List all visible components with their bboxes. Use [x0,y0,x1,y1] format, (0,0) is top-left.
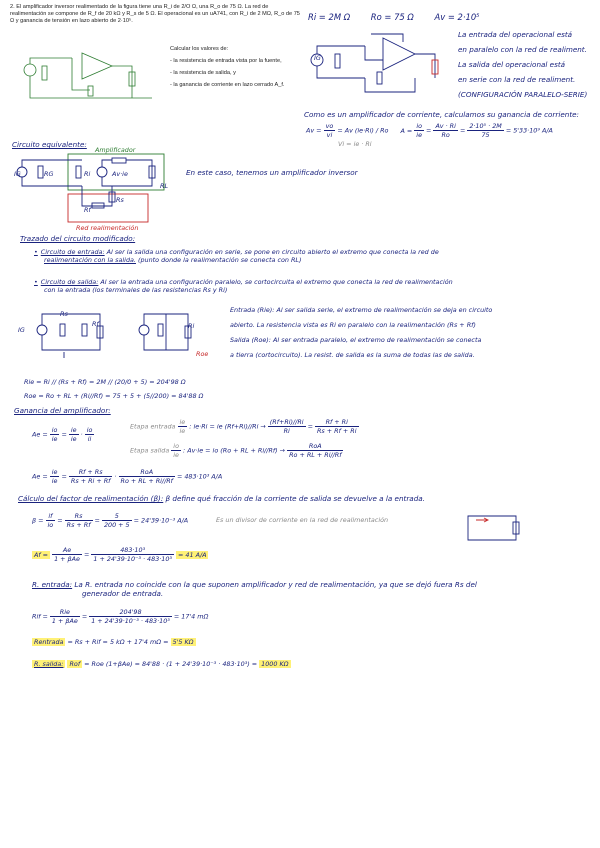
rif-d: 1 + βAe [51,617,78,625]
rof-label: Rof [69,660,81,668]
ae-f2n: ie [70,426,77,434]
eq-rf: Rf [84,206,91,214]
equiv-circuit-diagram [12,152,172,228]
etapa-salida-eq [130,442,343,459]
ae-f2d: ie [70,435,77,443]
ee2-d: Rs + Rf + Ri [316,427,357,435]
av-num: vo [325,122,334,130]
ae2-eq: Ae = $\frac{ie}{ie}$ = $\frac{Rf + Rs}{Rs + Ri + Rf}$ · $\frac{\text{RoA}}{Ro + RL + Ri//Rf}$ = 483·10³ A/A [32,468,223,485]
inverter-note: En este caso, tenemos un amplificador inversor [186,168,358,177]
a-f1-num: io [414,122,424,131]
feedback-heading: Cálculo del factor de realimentación (β): [18,494,164,503]
question-1: - la resistencia de entrada vista por la fuente, [170,58,282,64]
question-3: - la ganancia de corriente en lazo cerrado A_f. [170,82,285,88]
problem-questions [170,46,298,89]
b1-title: • Circuito de entrada: [34,248,105,256]
problem-text: 2. El amplificador inversor realimentado de la figura tiene una R_i de 2/O Ω, una R_o de 75 Ω. La red de realimentación se compone de R_f de 20 kΩ y R_s de 5 Ω. El operacional es un uA741, con R_i de 2 MΩ, R_o de 75 Ω y ganancia de tensión en lazo abierto de 2·10⁵. [10,4,300,24]
ic-rs: Rs [60,310,68,318]
ae2-mid-n: Rf + Rs [69,468,113,477]
input-r-text [32,580,592,598]
note-4: en serie con la red de realiment. [458,75,576,84]
ae-f1d: ie [51,435,58,443]
eq-rs: Rs [116,196,124,204]
output-circuit-diagram [132,308,202,360]
equiv-circuit-heading: Circuito equivalente: [12,140,87,149]
a-f1-den: ie [416,131,423,139]
modified-bullet-2 [34,278,594,294]
es-frac-d: ie [173,451,179,459]
red-label: Red realimentación [76,224,139,232]
eq-ri: Ri [84,170,91,178]
es-e2: abierto. La resistencia vista es Ri en paralelo con la realimentación (Rs + Rf) [230,321,476,329]
av-lhs: Av = [306,126,322,135]
ae2-result: = 483·10³ A/A [176,472,223,481]
feedback-intro: β define qué fracción de la corriente de salida se devuelve a la entrada. [163,494,425,503]
ee2-n: Rf + Ri [315,418,359,427]
es-d: Ro + RL + Ri//Rf [289,451,342,459]
beta-lhs: β = [32,516,44,525]
divisor-note: Es un divisor de corriente en la red de realimentación [216,516,389,524]
problem-statement [10,4,300,25]
ic-ig: IG [18,326,25,334]
rif-n2: 204'98 [89,608,172,617]
given-av: Av = 2·10⁵ [434,12,480,22]
note-3: La salida del operacional está [458,60,566,69]
rie-eq: Rie = Ri // (Rs + Rf) = 2M // (20/0 + 5) = 204'98 Ω [24,378,186,386]
rentrada-result: 5'5 KΩ [172,638,194,646]
a-f2-den: Ro [441,131,450,139]
af-d: 1 + βAe [54,555,80,563]
given-ro: Ro = 75 Ω [370,12,414,22]
oc-roe: Roe [196,350,209,358]
output-r-title: R. salida: [34,660,64,668]
given-ri: Ri = 2M Ω [308,12,351,22]
ae2-r-d: Ro + RL + Ri//Rf [120,477,173,485]
a-f3-num: 2·10⁵ · 2M [469,122,502,130]
a-f3-den: 75 [481,131,490,139]
problem-circuit-diagram [12,48,162,118]
rof-result: 1000 KΩ [261,660,289,668]
vi-eq: Vi = ie · Ri [338,140,372,148]
output-r-eq [32,660,291,668]
entrada-salida-notes [230,306,590,359]
es-e1: Entrada (Rie): Al ser salida serie, el extremo de realimentación se deja en circuito [230,306,493,314]
beta-d3: 200 + 5 [103,521,130,529]
question-2: - la resistencia de salida, y [170,70,236,76]
rentrada-label: Rentrada [34,638,64,646]
ae2-lhs: Ae = [32,472,48,481]
eq-rg: RG [44,170,54,178]
questions-intro: Calcular los valores de: [170,46,229,52]
ae-f3d: ii [87,435,92,443]
input-r-title: R. entrada: [32,580,73,589]
ic-rf: Rf [92,320,99,328]
ee-eq: : ie·Ri = ie (Rf+Ri)//Ri → [189,422,266,431]
gain-amp-heading: Ganancia del amplificador: [14,406,111,415]
a-result: = 5'33·10⁹ A/A [505,126,553,135]
roe-eq: Roe = Ro + RL + (Ri//Rf) = 75 + 5 + (5//200) = 84'88 Ω [24,392,204,400]
divisor-circuit-diagram [466,512,530,542]
beta-n3: 5 [102,512,132,521]
amp-label: Amplificador [95,146,136,154]
af-n: Ae [52,546,82,555]
rif-lhs: Rif = [32,612,48,621]
b2-text: Al ser la entrada una configuración paralelo, se cortocircuita el extremo que conecta la red de realimentación [98,278,453,286]
modified-bullet-1 [34,248,594,264]
rif-eq: Rif = $\frac{\text{Rie}}{\text{1 + βAe}}$ = $\frac{204'98}{\text{1 + 24'39·10⁻³ · 483·10³}}$ = 17'4 mΩ [32,608,209,625]
ee-title: Etapa entrada [130,422,176,431]
input-r-line2: generador de entrada. [82,589,164,598]
given-values [308,12,480,22]
current-amp-line: Como es un amplificador de corriente, calculamos su ganancia de corriente: [304,110,579,119]
beta-eq: β = $\frac{if}{io}$ = $\frac{Rs}{Rs + Rf}$ = $\frac{5}{200 + 5}$ = 24'39·10⁻³ A/A [32,512,189,529]
beta-d1: io [47,521,54,529]
note-1: La entrada del operacional está [458,30,573,39]
ae-lhs: Ae = [32,430,48,439]
feedback-heading-row [18,494,425,503]
ee-n: (Rf+Ri)//Ri [269,418,304,426]
af-n2: 483·10³ [91,546,174,555]
input-circuit-diagram [30,308,114,360]
input-r-line1: La R. entrada no coincide con la que suponen amplificador y red de realimentación, ya que se dejó fuera Rs del [72,580,477,589]
ee-d: Ri [283,427,290,435]
af-result: = 41 A/A [178,550,207,559]
av-mid: = Av (ie·Ri) / Ro [337,126,389,135]
modified-heading: Trazado del circuito modificado: [20,234,136,243]
ae2-d: ie [51,477,58,485]
opamp-ig-label: IG [314,54,321,62]
beta-d2: Rs + Rf [66,521,91,529]
beta-n1: if [46,512,56,521]
af-lhs: Af = [34,550,49,559]
eq-av: Av·ie [112,170,128,178]
opamp-circuit-diagram [305,30,453,102]
es-n: RoA [287,442,343,451]
top-notes [458,30,598,99]
etapa-entrada-eq: Etapa entrada $\frac{ie}{ie}$ : ie·Ri = ie (Rf+Ri)//Ri → $\frac{(Rf+Ri)//Ri}{Ri}$ = $\frac{Rf + Ri}{Rs + Rf + Ri}$ [130,418,357,435]
beta-n2: Rs [65,512,93,521]
note-5: (CONFIGURACIÓN PARALELO-SERIE) [458,90,588,99]
ae-f1n: io [50,426,60,435]
a-lhs: A = [400,126,413,135]
rif-result: = 17'4 mΩ [173,612,209,621]
beta-result: = 24'39·10⁻³ A/A [133,516,189,525]
ae2-mid-d: Rs + Ri + Rf [70,477,111,485]
rif-d2: 1 + 24'39·10⁻³ · 483·10³ [91,617,170,625]
b1-text2: realimentación con la salida. [44,256,136,264]
b1-text: Al ser la salida una configuración en serie, se pone en circuito abierto el extremo que conecta la red de [104,248,439,256]
gain-equation: Av = $\frac{vo}{vi}$ = Av (ie·Ri) / Ro A = $\frac{io}{ie}$ = $\frac{Av \cdot Ri}{Ro}$ = $\frac{\text{2·10⁵ · 2M}}{75}$ = 5'33·10⁹ A/A [306,122,553,139]
rif-n: Rie [50,608,80,617]
es-frac-n: io [171,442,181,451]
af-d2: 1 + 24'39·10⁻³ · 483·10³ [93,555,172,563]
es-e4: a tierra (cortocircuito). La resist. de salida es la suma de todas las de salida. [230,351,475,359]
ae2-r-n: RoA [119,468,175,477]
av-den: vi [326,131,333,139]
b1-paren: (punto donde la realimentación se conecta con RL) [135,256,302,264]
ae-eq: Ae = $\frac{io}{ie}$ = $\frac{ie}{ie}$ · $\frac{io}{ii}$ [32,426,93,443]
note-2: en paralelo con la red de realiment. [458,45,587,54]
eq-ig: IG [14,170,21,178]
oc-ri: Ri [188,322,195,330]
ae-f3n: io [86,426,93,434]
rentrada-expr: = Rs + Rif = 5 kΩ + 17'4 mΩ = [65,638,171,646]
ee-frac-n: ie [179,418,186,426]
b2-text2: con la entrada (los terminales de las resistencias Rs y Ri) [44,286,228,294]
es-title: Etapa salida [130,446,170,455]
rof-expr: = Roe (1+βAe) = 84'88 · (1 + 24'39·10⁻³ · 483·10³) = [82,660,260,668]
rentrada-eq [32,638,196,646]
eq-rl: RL [160,182,169,190]
ee-frac-d: ie [179,427,186,435]
es-e3: Salida (Roe): Al ser entrada paralelo, el extremo de realimentación se conecta [230,336,482,344]
es-eq: : Av·ie = io (Ro + RL + Ri//Rf) → [183,446,286,455]
ae2-n: ie [51,468,58,476]
b2-title: • Circuito de salida: [34,278,98,286]
a-f2-num: Av · Ri [435,122,456,130]
af-eq: Af = $\frac{Ae}{\text{1 + βAe}}$ = $\frac{\text{483·10³}}{\text{1 + 24'39·10⁻³ · 483·10³}}$ = 41 A/A [34,546,207,563]
